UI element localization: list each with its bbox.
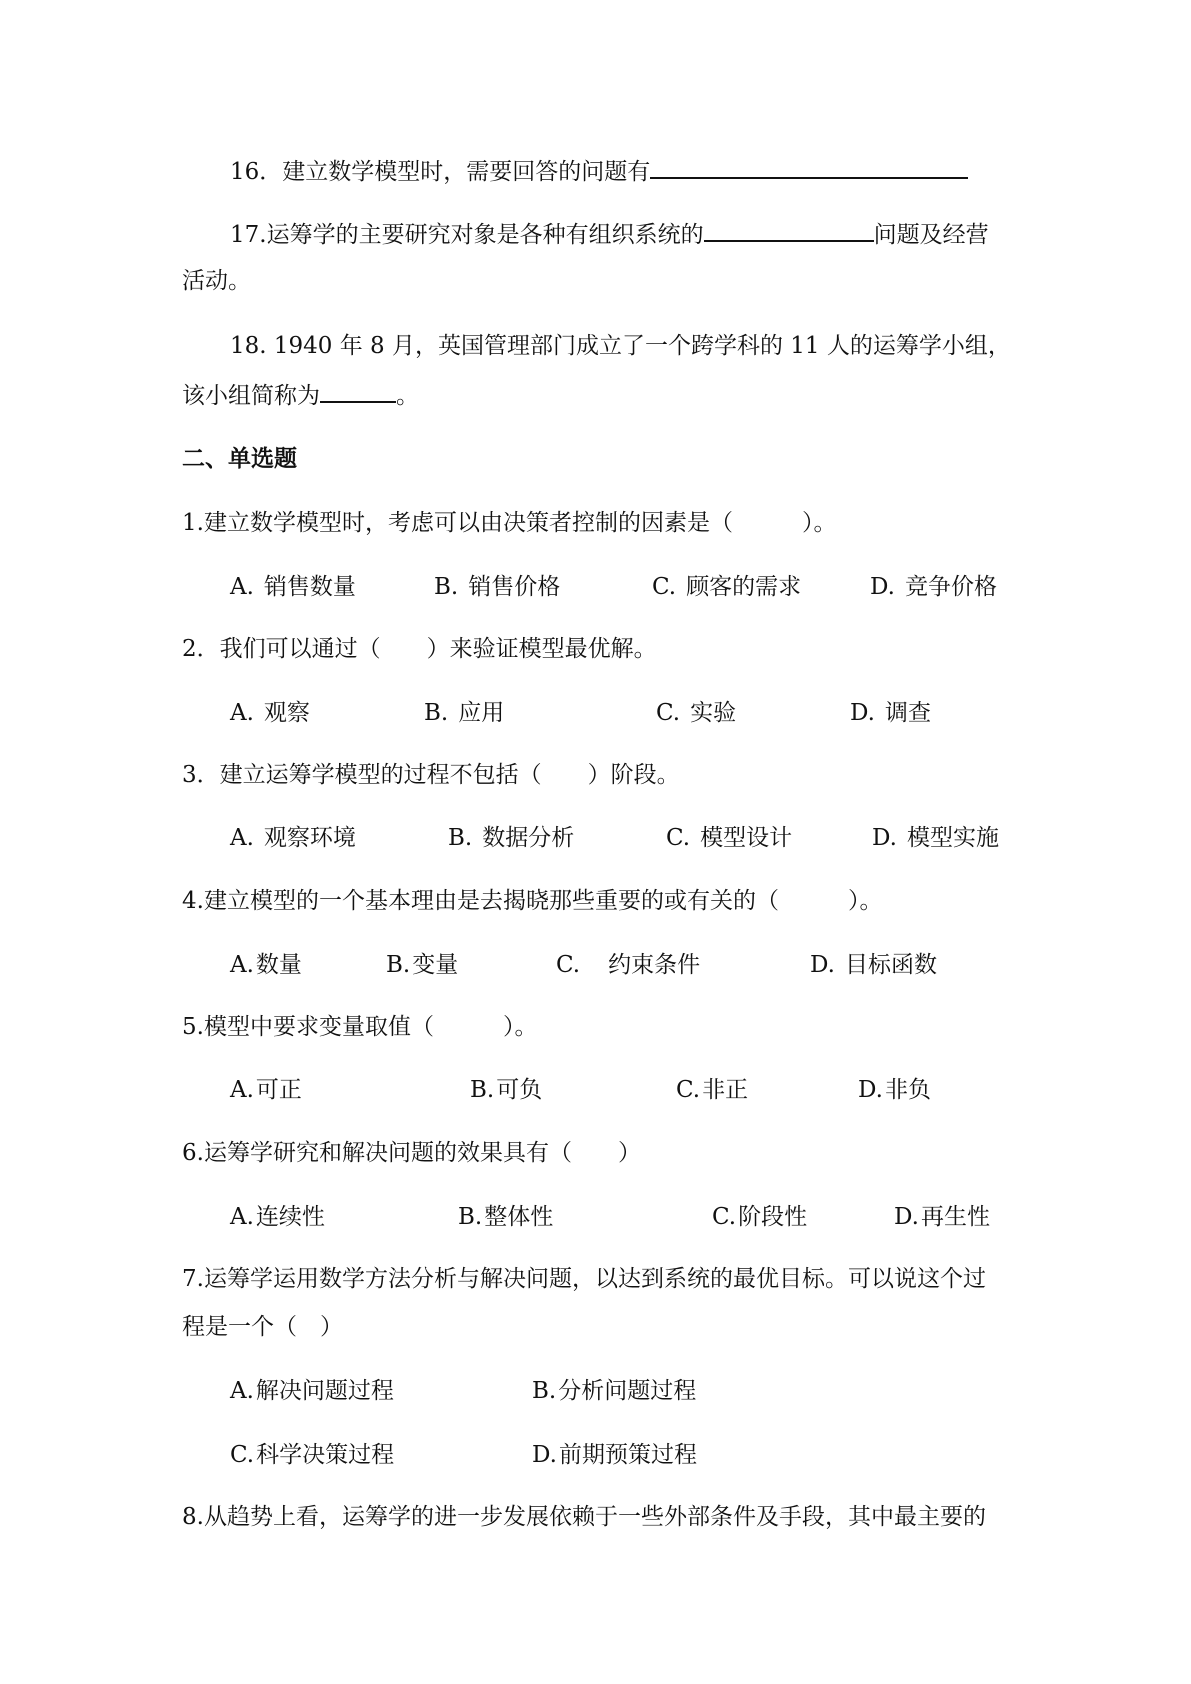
- option-a[interactable]: [230, 1075, 302, 1105]
- option-letter: B.: [434, 574, 459, 600]
- option-letter: C.: [230, 1442, 255, 1468]
- option-b[interactable]: [470, 1075, 542, 1105]
- option-text: 应用: [458, 700, 505, 726]
- question-18-text: 该小组简称为: [182, 383, 320, 409]
- option-c[interactable]: [652, 572, 801, 602]
- option-text: 数量: [255, 952, 302, 978]
- option-letter: B.: [532, 1378, 557, 1404]
- option-a[interactable]: [230, 950, 302, 980]
- option-text: 目标函数: [844, 952, 937, 978]
- option-text: 调查: [884, 700, 931, 726]
- question-stem: 8.从趋势上看，运筹学的进一步发展依赖于一些外部条件及手段，其中最主要的: [182, 1504, 986, 1530]
- question-18-suffix: 。: [396, 383, 419, 409]
- question-stem: 3．建立运筹学模型的过程不包括（ ）阶段。: [182, 762, 680, 788]
- option-letter: C.: [676, 1077, 701, 1103]
- option-letter: B.: [470, 1077, 495, 1103]
- option-letter: B.: [424, 700, 449, 726]
- option-letter: A.: [230, 1378, 254, 1404]
- section-title: 二、单选题: [182, 446, 297, 472]
- option-c[interactable]: [666, 823, 792, 853]
- option-text: 观察: [263, 700, 310, 726]
- question-17: [230, 218, 989, 250]
- option-b[interactable]: [386, 950, 458, 980]
- option-letter: A.: [230, 700, 254, 726]
- option-c[interactable]: [230, 1440, 394, 1470]
- option-text: 实验: [690, 700, 737, 726]
- option-letter: C.: [712, 1204, 737, 1230]
- option-letter: A.: [230, 574, 254, 600]
- option-d[interactable]: [532, 1440, 697, 1470]
- option-letter: D.: [858, 1077, 883, 1103]
- option-letter: D.: [810, 952, 835, 978]
- question-16-text: 16．建立数学模型时，需要回答的问题有: [230, 159, 651, 185]
- option-letter: D.: [872, 825, 897, 851]
- option-letter: D.: [532, 1442, 557, 1468]
- option-text: 前期预策过程: [558, 1442, 697, 1468]
- option-a[interactable]: [230, 698, 310, 728]
- option-d[interactable]: [850, 698, 931, 728]
- option-text: 连续性: [255, 1204, 325, 1230]
- option-text: 销售价格: [468, 574, 561, 600]
- option-letter: D.: [850, 700, 875, 726]
- question-stem: 2．我们可以通过（ ）来验证模型最优解。: [182, 636, 657, 662]
- question-17-text: 17.运筹学的主要研究对象是各种有组织系统的: [230, 222, 704, 248]
- option-d[interactable]: [870, 572, 997, 602]
- question-17-suffix: 问题及经营: [873, 222, 989, 248]
- option-d[interactable]: [810, 950, 937, 980]
- option-text: 整体性: [484, 1204, 554, 1230]
- question-stem: 1.建立数学模型时，考虑可以由决策者控制的因素是（ ）。: [182, 510, 837, 536]
- option-c[interactable]: [676, 1075, 748, 1105]
- option-letter: B.: [386, 952, 411, 978]
- option-letter: A.: [230, 1077, 254, 1103]
- option-letter: D.: [870, 574, 895, 600]
- option-letter: A.: [230, 952, 254, 978]
- option-text: 阶段性: [738, 1204, 808, 1230]
- answer-blank[interactable]: [704, 218, 874, 242]
- option-text: 解决问题过程: [255, 1378, 394, 1404]
- option-text: 再生性: [920, 1204, 990, 1230]
- option-letter: C.: [666, 825, 691, 851]
- question-stem: 5.模型中要求变量取值（ ）。: [182, 1014, 538, 1040]
- option-d[interactable]: [858, 1075, 931, 1105]
- option-b[interactable]: [424, 698, 504, 728]
- option-text: 观察环境: [263, 825, 356, 851]
- option-text: 模型实施: [906, 825, 999, 851]
- answer-blank[interactable]: [320, 379, 396, 403]
- option-letter: B.: [458, 1204, 483, 1230]
- option-d[interactable]: [872, 823, 999, 853]
- question-17-line2: 活动。: [182, 268, 251, 294]
- option-c[interactable]: [656, 698, 736, 728]
- option-text: 科学决策过程: [256, 1442, 395, 1468]
- option-text: 非负: [884, 1077, 931, 1103]
- answer-blank[interactable]: [650, 155, 968, 179]
- option-c[interactable]: [712, 1202, 807, 1232]
- option-text: 非正: [702, 1077, 749, 1103]
- question-18-line2: [182, 379, 419, 411]
- option-c[interactable]: [556, 950, 700, 980]
- option-text: 模型设计: [700, 825, 793, 851]
- question-16: [230, 155, 968, 187]
- option-a[interactable]: [230, 1202, 325, 1232]
- option-text: 分析问题过程: [558, 1378, 697, 1404]
- question-18: 18. 1940 年 8 月，英国管理部门成立了一个跨学科的 11 人的运筹学小组，: [230, 333, 1011, 359]
- question-stem: 7.运筹学运用数学方法分析与解决问题，以达到系统的最优目标。可以说这个过: [182, 1266, 986, 1292]
- question-stem: 4.建立模型的一个基本理由是去揭晓那些重要的或有关的（ ）。: [182, 888, 883, 914]
- option-text: 变量: [412, 952, 459, 978]
- option-letter: C.: [656, 700, 681, 726]
- option-text: 可负: [496, 1077, 543, 1103]
- option-text: 可正: [255, 1077, 302, 1103]
- option-b[interactable]: [458, 1202, 553, 1232]
- option-text: 顾客的需求: [686, 574, 802, 600]
- option-d[interactable]: [894, 1202, 990, 1232]
- question-stem-line2: 程是一个（ ）: [182, 1314, 343, 1340]
- question-stem: 6.运筹学研究和解决问题的效果具有（ ）: [182, 1140, 641, 1166]
- option-letter: B.: [448, 825, 473, 851]
- option-letter: A.: [230, 1204, 254, 1230]
- option-b[interactable]: [448, 823, 574, 853]
- option-text: 竞争价格: [904, 574, 997, 600]
- option-b[interactable]: [434, 572, 560, 602]
- option-letter: C.: [652, 574, 677, 600]
- option-letter: C.: [556, 952, 581, 978]
- option-text: 数据分析: [482, 825, 575, 851]
- option-a[interactable]: [230, 572, 356, 602]
- option-b[interactable]: [532, 1376, 696, 1406]
- option-a[interactable]: [230, 823, 356, 853]
- option-text: 销售数量: [263, 574, 356, 600]
- option-letter: A.: [230, 825, 254, 851]
- option-a[interactable]: [230, 1376, 394, 1406]
- option-letter: D.: [894, 1204, 919, 1230]
- option-text: 约束条件: [608, 952, 701, 978]
